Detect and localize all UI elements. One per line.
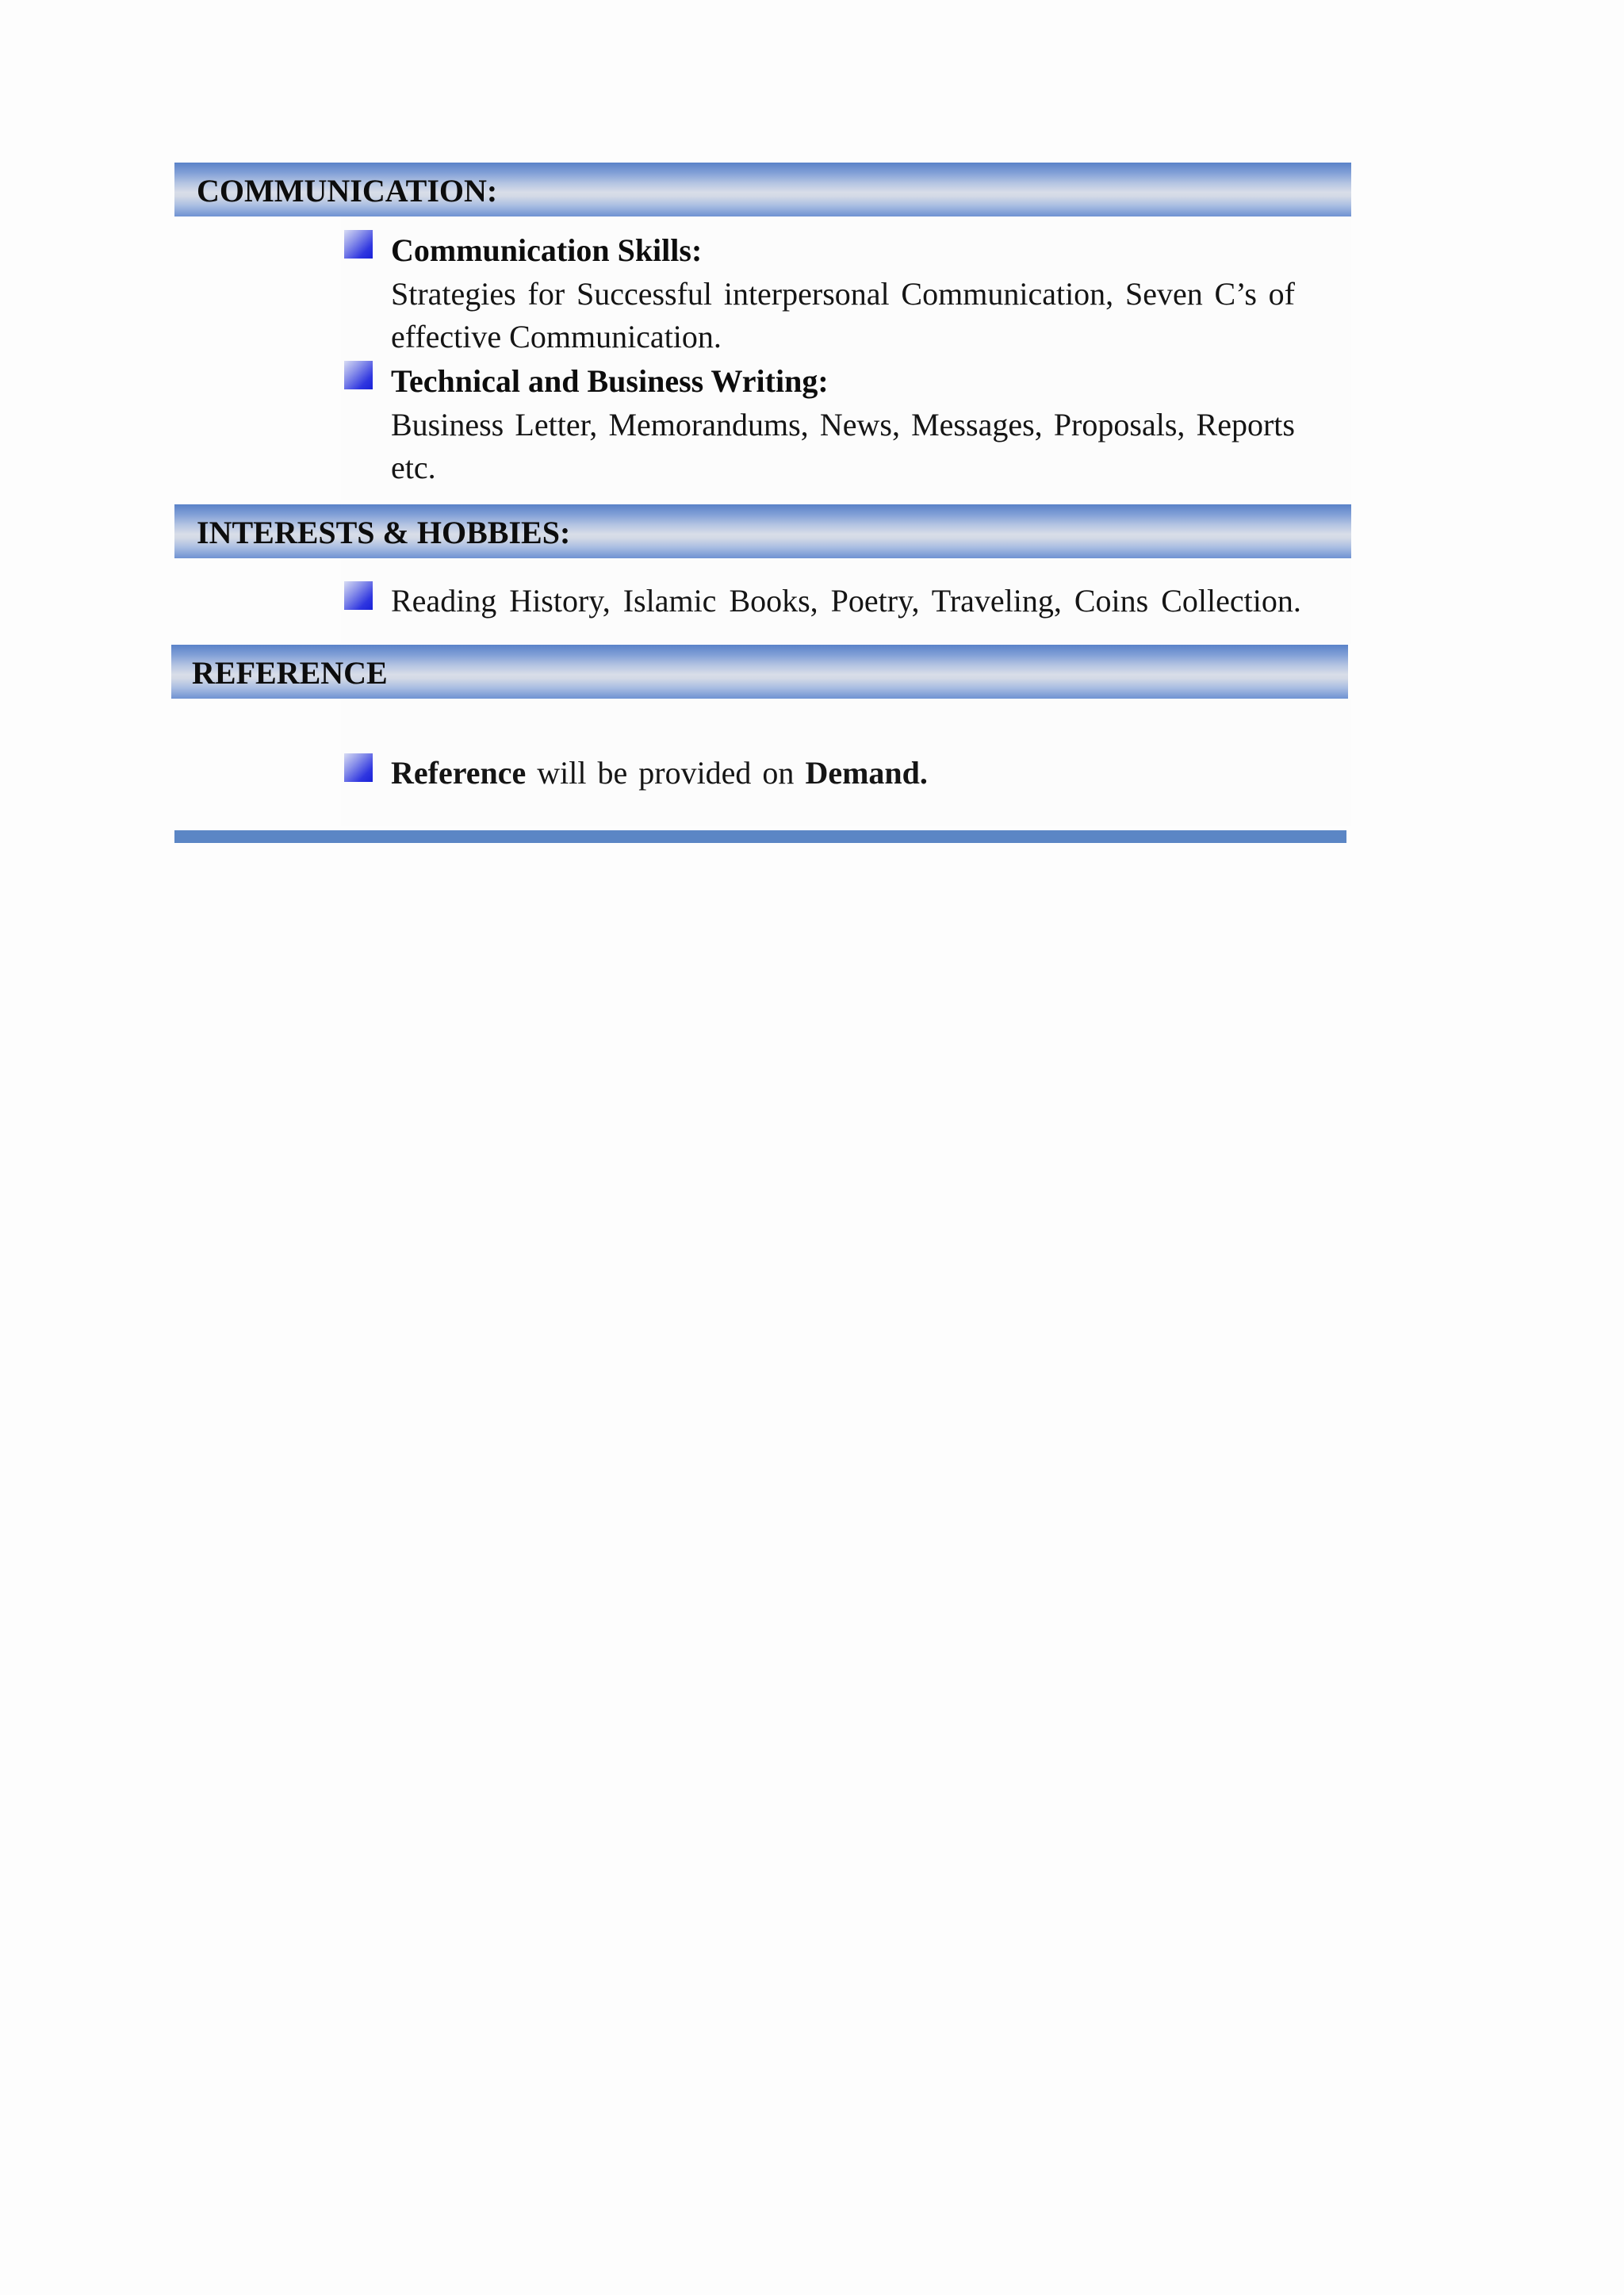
bullet-square-icon <box>344 361 373 389</box>
technical-writing-text: Business Letter, Memorandums, News, Messages, Proposals, Reports etc. <box>391 407 1295 485</box>
interests-section-header <box>174 504 1351 558</box>
bottom-divider <box>174 830 1346 843</box>
bullet-square-icon <box>344 581 373 610</box>
technical-writing-heading: Technical and Business Writing: <box>391 363 829 399</box>
bullet-square-icon <box>344 230 373 259</box>
communication-section-title: COMMUNICATION: <box>197 173 498 209</box>
reference-text <box>391 754 928 791</box>
reference-section-title: REFERENCE <box>192 655 388 691</box>
bullet-square-icon <box>344 753 373 782</box>
communication-section-header <box>174 163 1351 216</box>
reference-demand-label: Demand. <box>805 755 928 791</box>
communication-skills-heading: Communication Skills: <box>391 232 703 268</box>
reference-bold-label: Reference <box>391 755 527 791</box>
interests-section-title: INTERESTS & HOBBIES: <box>197 515 571 550</box>
reference-section-header <box>171 645 1348 699</box>
reference-middle-text: will be provided on <box>526 755 806 791</box>
interests-text: Reading History, Islamic Books, Poetry, Traveling, Coins Collection. <box>391 583 1301 619</box>
communication-skills-text: Strategies for Successful interpersonal Communication, Seven C’s of effective Communication. <box>391 276 1295 354</box>
